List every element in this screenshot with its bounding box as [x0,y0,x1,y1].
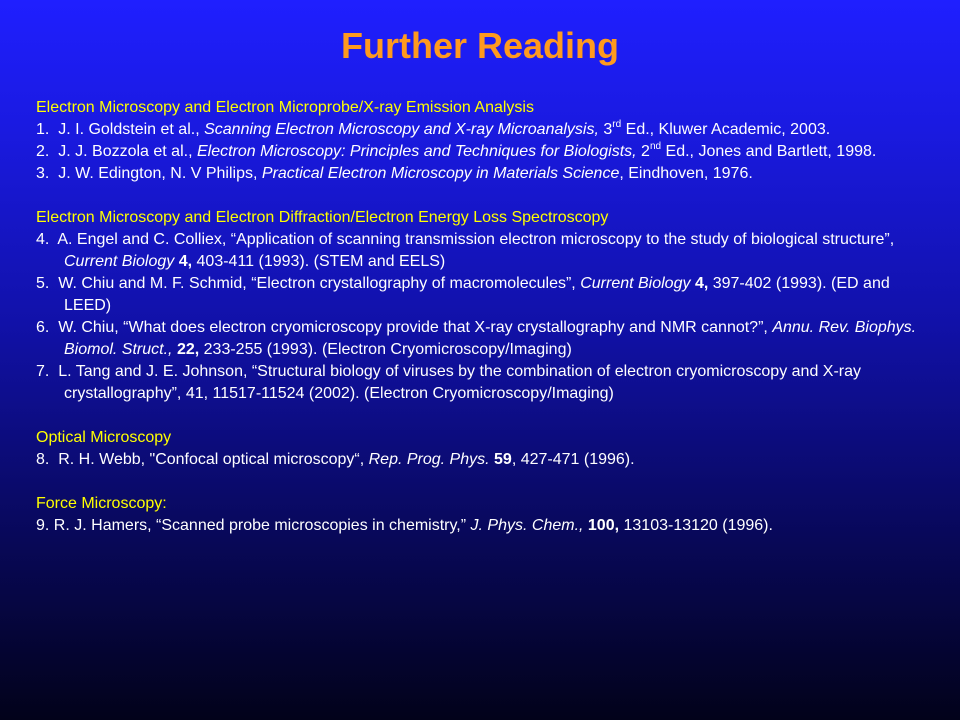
reference-item-1: 1. J. I. Goldstein et al., Scanning Electron Microscopy and X-ray Microanalysis, 3rd Ed., Kluwer Academic, 2003. [36,118,831,138]
section-gap [36,405,936,427]
slide-title: Further Reading [340,25,619,66]
reference-item-6: 6. W. Chiu, “What does electron cryomicroscopy provide that X-ray crystallography and NMR cannot?”, Annu. Rev. Biophys. Biomol. Struct., 22, 233-255 (1993). (Electron Cryomicroscopy/Imaging) [36,319,917,358]
section-heading-electron-diffraction: Electron Microscopy and Electron Diffraction/Electron Energy Loss Spectroscopy [36,209,609,226]
reference-item-3: 3. J. W. Edington, N. V Philips, Practical Electron Microscopy in Materials Science, Eindhoven, 1976. [36,165,753,182]
section-gap [36,471,936,493]
reference-item-8: 8. R. H. Webb, "Confocal optical microscopy“, Rep. Prog. Phys. 59, 427-471 (1996). [36,451,635,468]
reference-item-7: 7. L. Tang and J. E. Johnson, “Structural biology of viruses by the combination of electron cryomicroscopy and X-ray crystallography”, 41, 11517-11524 (2002). (Electron Cryomicroscopy/Imaging) [36,363,862,402]
section-heading-optical-microscopy: Optical Microscopy [36,429,172,446]
section-heading-force-microscopy: Force Microscopy: [36,495,167,512]
reference-item-2: 2. J. J. Bozzola et al., Electron Microscopy: Principles and Techniques for Biologists, 2nd Ed., Jones and Bartlett, 1998. [36,140,877,160]
section-heading-electron-microprobe: Electron Microscopy and Electron Microprobe/X-ray Emission Analysis [36,99,534,116]
section-gap [36,185,936,207]
reference-list [36,97,936,537]
reference-item-4: 4. A. Engel and C. Colliex, “Application of scanning transmission electron microscopy to the study of biological structure”, Current Biology 4, 403-411 (1993). (STEM and EELS) [36,231,895,270]
reference-item-9: 9. R. J. Hamers, “Scanned probe microscopies in chemistry,” J. Phys. Chem., 100, 13103-13120 (1996). [36,517,773,534]
reference-item-5: 5. W. Chiu and M. F. Schmid, “Electron crystallography of macromolecules”, Current Biology 4, 397-402 (1993). (ED and LEED) [36,275,890,314]
